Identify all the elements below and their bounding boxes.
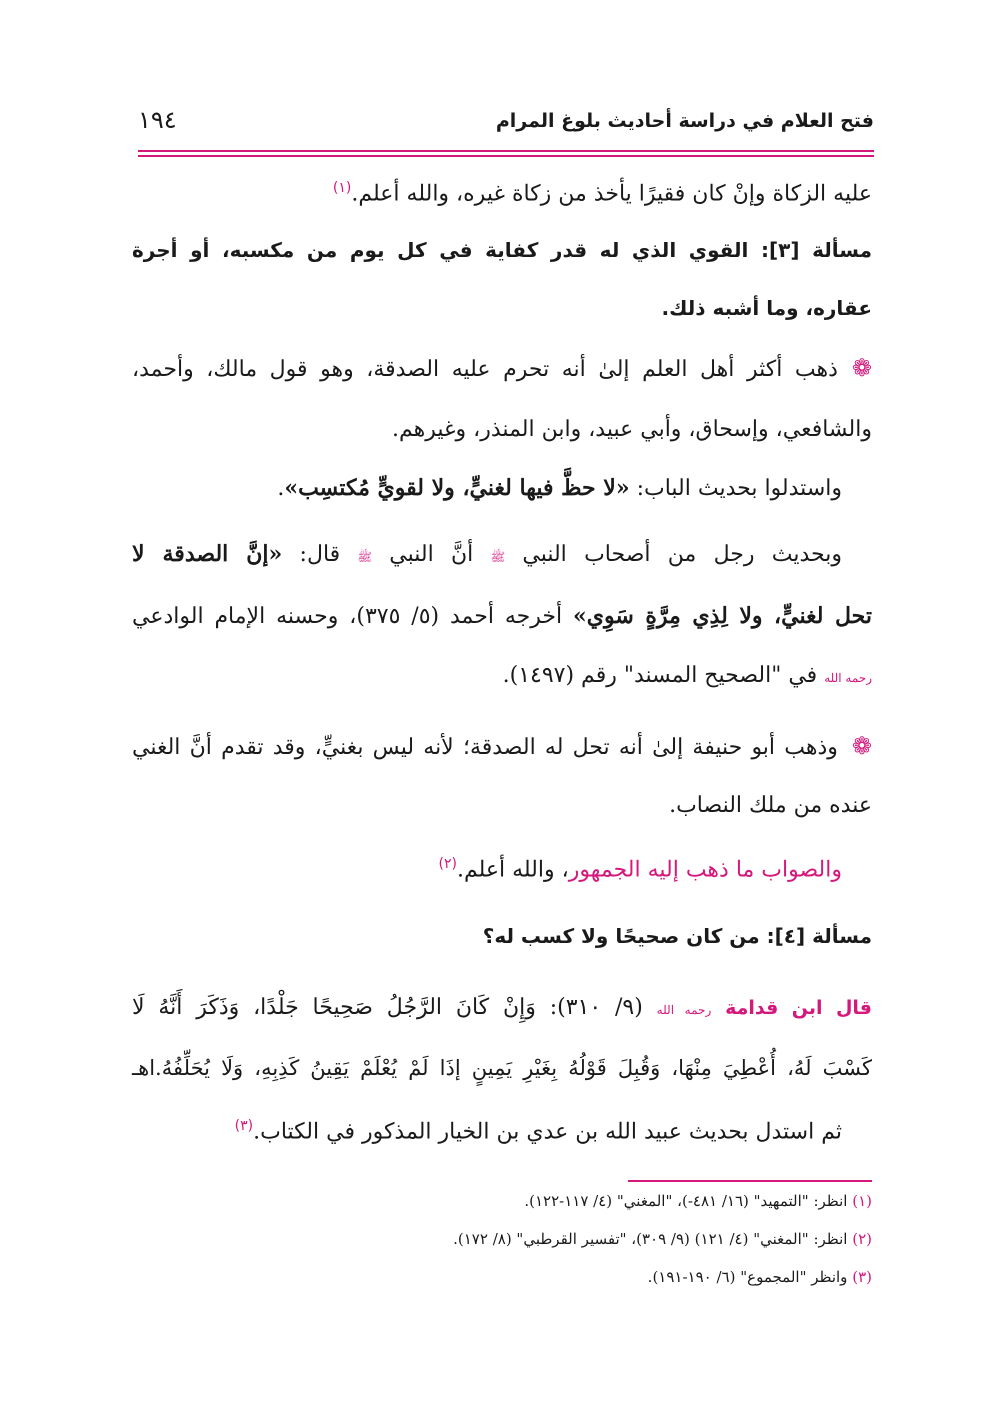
ubaydullah-text: ثم استدل بحديث عبيد الله بن عدي بن الخيار المذكور في الكتاب. <box>253 1119 842 1145</box>
footnote-ref-3[interactable]: (٣) <box>234 1118 254 1134</box>
footnote-number: (١) <box>852 1192 872 1210</box>
continuation-line <box>132 172 872 210</box>
paragraph-ibn-qudama-cont: كَسْبَ لَهُ، أُعْطِيَ مِنْهَا، وَقُبِلَ قَوْلُهُ بِغَيْرِ يَمِينٍ إذَا لَمْ يُعْلَمْ يَقِينُ كَذِبِهِ، وَلَا يُحَلِّفُهُ.اهـ <box>132 1056 872 1080</box>
header-rule-bottom <box>138 155 874 157</box>
footnote-2 <box>453 1230 872 1248</box>
issue-3-heading: مسألة [٣]: القوي الذي له قدر كفاية في كل يوم من مكسبه، أو أجرة <box>132 238 872 262</box>
page-number: ١٩٤ <box>138 106 177 134</box>
paragraph-second-hadith-cont <box>132 600 872 633</box>
flower-ornament-icon: ❁ <box>851 732 872 760</box>
hadith-intro-2: أنَّ النبي <box>371 542 491 567</box>
paragraph-text: ذهب أكثر أهل العلم إلىٰ أنه تحرم عليه الصدقة، وهو قول مالك، وأحمد، <box>132 357 838 382</box>
flower-ornament-icon: ❁ <box>851 354 872 382</box>
running-header <box>138 96 874 136</box>
hadith-source: أخرجه أحمد (٥/ ٣٧٥)، وحسنه الإمام الوادعي <box>132 604 573 629</box>
footnote-1 <box>524 1192 872 1210</box>
footnote-number: (٣) <box>852 1268 872 1286</box>
continuation-text: عليه الزكاة وإنْ كان فقيرًا يأخذ من زكاة غيره، والله أعلم. <box>351 181 872 207</box>
ibn-qudama-label: قال ابن قدامة <box>725 997 873 1019</box>
hanafi-text: وذهب أبو حنيفة إلىٰ أنه تحل له الصدقة؛ لأنه ليس بغنيٍّ، وقد تقدم أنَّ الغني <box>132 735 838 760</box>
footnote-text: وانظر "المجموع" (٦/ ١٩٠-١٩١). <box>647 1268 848 1286</box>
paragraph-second-hadith <box>132 538 842 573</box>
salutation-glyph: ﷺ <box>490 550 506 564</box>
hadith-grading: في "الصحيح المسند" رقم (١٤٩٧). <box>502 663 825 688</box>
footnote-text: انظر: "المغني" (٤/ ١٢١) (٩/ ٣٠٩)، "تفسير القرطبي" (٨/ ١٧٢). <box>453 1230 848 1248</box>
book-title: فتح العلام في دراسة أحاديث بلوغ المرام <box>495 110 874 132</box>
footnote-ref-2[interactable]: (٢) <box>438 856 457 872</box>
conclusion-text: ، والله أعلم. <box>456 857 569 883</box>
rahimahullah-glyph: رحمه الله <box>824 671 872 685</box>
hadith-quote-2a: «إنَّ الصدقة لا <box>132 541 283 567</box>
footnote-text: انظر: "التمهيد" (١٦/ ٤٨١-)، "المغني" (٤/ ١١٧-١٢٢). <box>524 1192 848 1210</box>
evidence-text: واستدلوا بحديث الباب: <box>629 476 842 501</box>
issue-4-heading: مسألة [٤]: من كان صحيحًا ولا كسب له؟ <box>482 924 872 948</box>
paragraph-majority-view <box>132 352 872 386</box>
evidence-end: . <box>277 476 285 501</box>
quote-text: (٩/ ٣١٠): وَإِنْ كَانَ الرَّجُلُ صَحِيحًا جَلْدًا، وَذَكَرَ أَنَّهُ لَا <box>132 995 657 1020</box>
paragraph-ubaydullah <box>132 1110 842 1148</box>
paragraph-evidence <box>132 472 842 505</box>
hadith-quote: «لا حظَّ فيها لغنيٍّ، ولا لقويٍّ مُكتسِب» <box>284 475 630 501</box>
hadith-intro: وبحديث رجل من أصحاب النبي <box>505 542 843 567</box>
footnote-ref-1[interactable]: (١) <box>332 180 352 196</box>
salutation-glyph-2: ﷺ <box>357 550 372 564</box>
paragraph-ibn-qudama <box>132 992 872 1026</box>
footnote-separator <box>628 1180 872 1182</box>
footnote-number: (٢) <box>852 1230 872 1248</box>
paragraph-hanafi-view <box>132 730 872 764</box>
paragraph-second-hadith-end <box>132 660 872 694</box>
footnote-3 <box>648 1268 872 1286</box>
issue-3-heading-cont: عقاره، وما أشبه ذلك. <box>661 296 872 320</box>
hadith-intro-3: قال: <box>282 542 358 567</box>
paragraph-hanafi-view-cont: عنده من ملك النصاب. <box>669 793 872 818</box>
rahimahullah-glyph-2: رحمه الله <box>656 1003 712 1017</box>
paragraph-majority-view-cont: والشافعي، وإسحاق، وأبي عبيد، وابن المنذر، وغيرهم. <box>392 417 872 442</box>
hadith-quote-2b: تحل لغنيٍّ، ولا لِذِي مِرَّةٍ سَوِي» <box>573 603 872 629</box>
header-rule-top <box>138 150 874 152</box>
paragraph-conclusion <box>132 848 842 886</box>
conclusion-highlight: والصواب ما ذهب إليه الجمهور <box>568 857 842 883</box>
